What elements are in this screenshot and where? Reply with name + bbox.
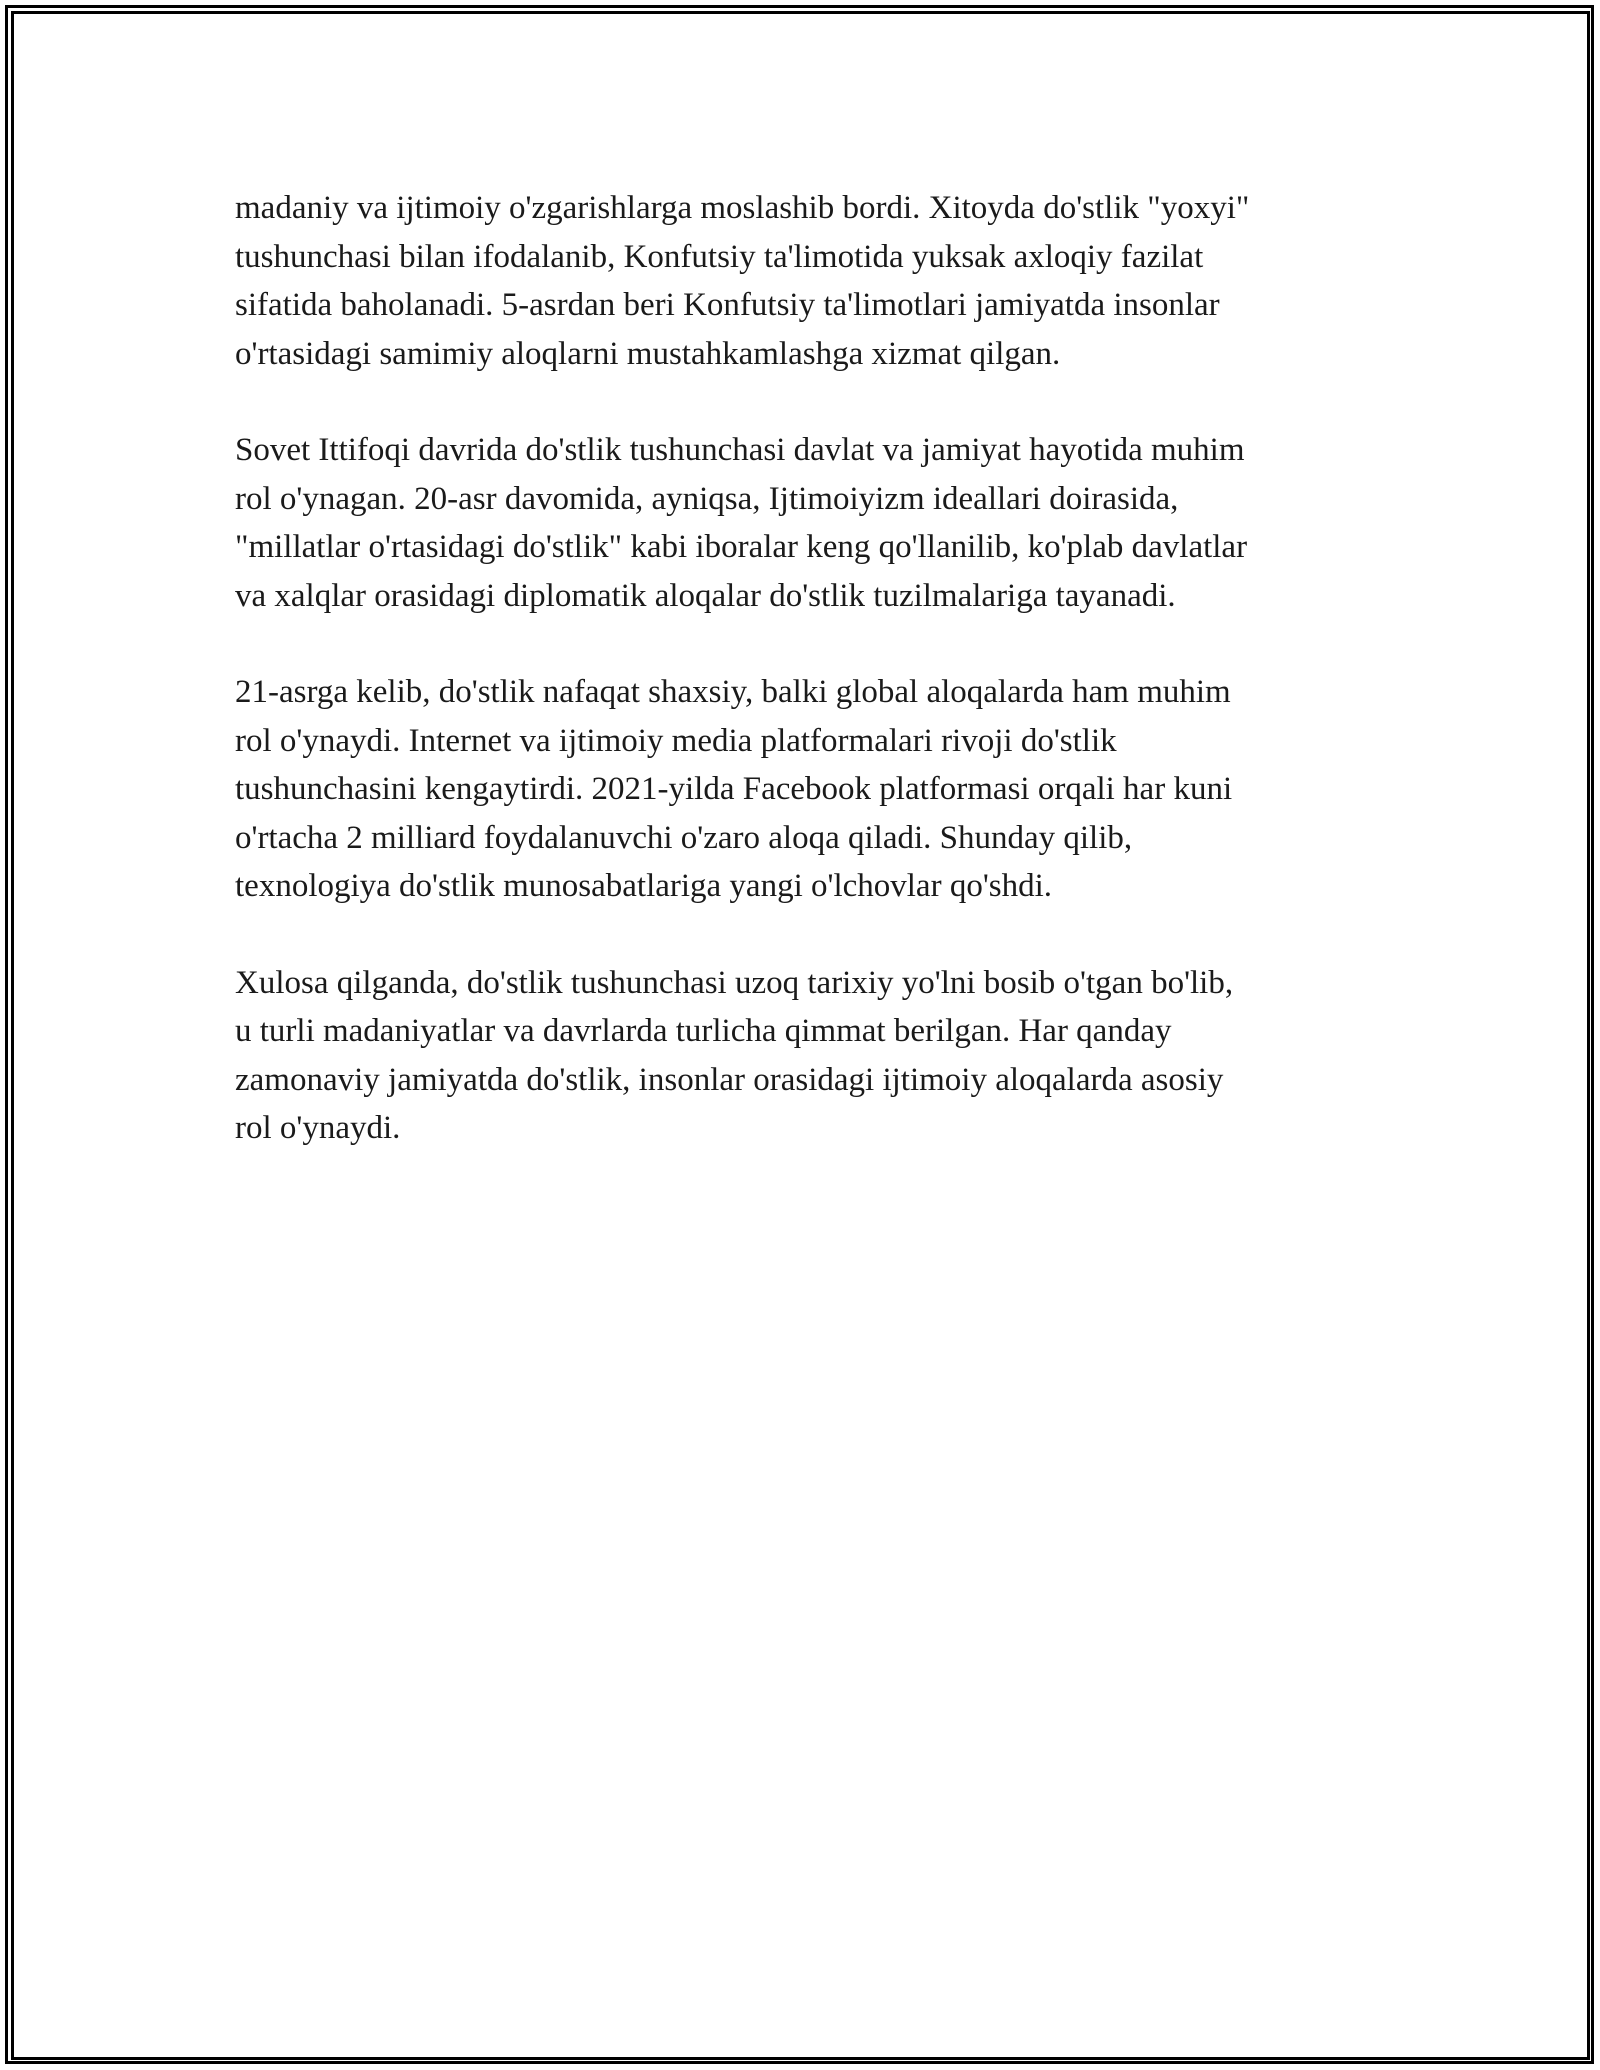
text-line: sifatida baholanadi. 5-asrdan beri Konfutsiy ta'limotlari jamiyatda insonlar xyxy=(235,287,1220,323)
text-line: o'rtasidagi samimiy aloqlarni mustahkamlashga xizmat qilgan. xyxy=(235,335,1061,372)
paragraph-3 xyxy=(235,668,1385,911)
text-line: texnologiya do'stlik munosabatlariga yangi o'lchovlar qo'shdi. xyxy=(235,868,1053,904)
text-line: o'rtacha 2 milliard foydalanuvchi o'zaro aloqa qiladi. Shunday qilib, xyxy=(235,819,1133,856)
document-body xyxy=(235,184,1385,1201)
text-line: "millatlar o'rtasidagi do'stlik" kabi iboralar keng qo'llanilib, ko'plab davlatlar xyxy=(235,529,1248,565)
text-line: zamonaviy jamiyatda do'stlik, insonlar orasidagi ijtimoiy aloqalarda asosiy xyxy=(235,1061,1224,1098)
text-line: 21-asrga kelib, do'stlik nafaqat shaxsiy, balki global aloqalarda ham muhim xyxy=(235,674,1231,710)
text-line: rol o'ynaydi. Internet va ijtimoiy media platformalari rivoji do'stlik xyxy=(235,722,1117,759)
text-line: tushunchasi bilan ifodalanib, Konfutsiy ta'limotida yuksak axloqiy fazilat xyxy=(235,238,1204,275)
paragraph-4 xyxy=(235,959,1385,1153)
text-line: va xalqlar orasidagi diplomatik aloqalar do'stlik tuzilmalariga tayanadi. xyxy=(235,577,1176,614)
paragraph-2 xyxy=(235,426,1385,620)
text-line: tushunchasini kengaytirdi. 2021-yilda Facebook platformasi orqali har kuni xyxy=(235,771,1233,807)
paragraph-1 xyxy=(235,184,1385,378)
text-line: u turli madaniyatlar va davrlarda turlicha qimmat berilgan. Har qanday xyxy=(235,1013,1172,1049)
text-line: Sovet Ittifoqi davrida do'stlik tushunchasi davlat va jamiyat hayotida muhim xyxy=(235,432,1245,468)
text-line: rol o'ynaydi. xyxy=(235,1110,401,1146)
text-line: rol o'ynagan. 20-asr davomida, ayniqsa, Ijtimoiyizm ideallari doirasida, xyxy=(235,480,1179,517)
text-line: Xulosa qilganda, do'stlik tushunchasi uzoq tarixiy yo'lni bosib o'tgan bo'lib, xyxy=(235,964,1234,1001)
text-line: madaniy va ijtimoiy o'zgarishlarga moslashib bordi. Xitoyda do'stlik "yoxyi" xyxy=(235,190,1250,226)
